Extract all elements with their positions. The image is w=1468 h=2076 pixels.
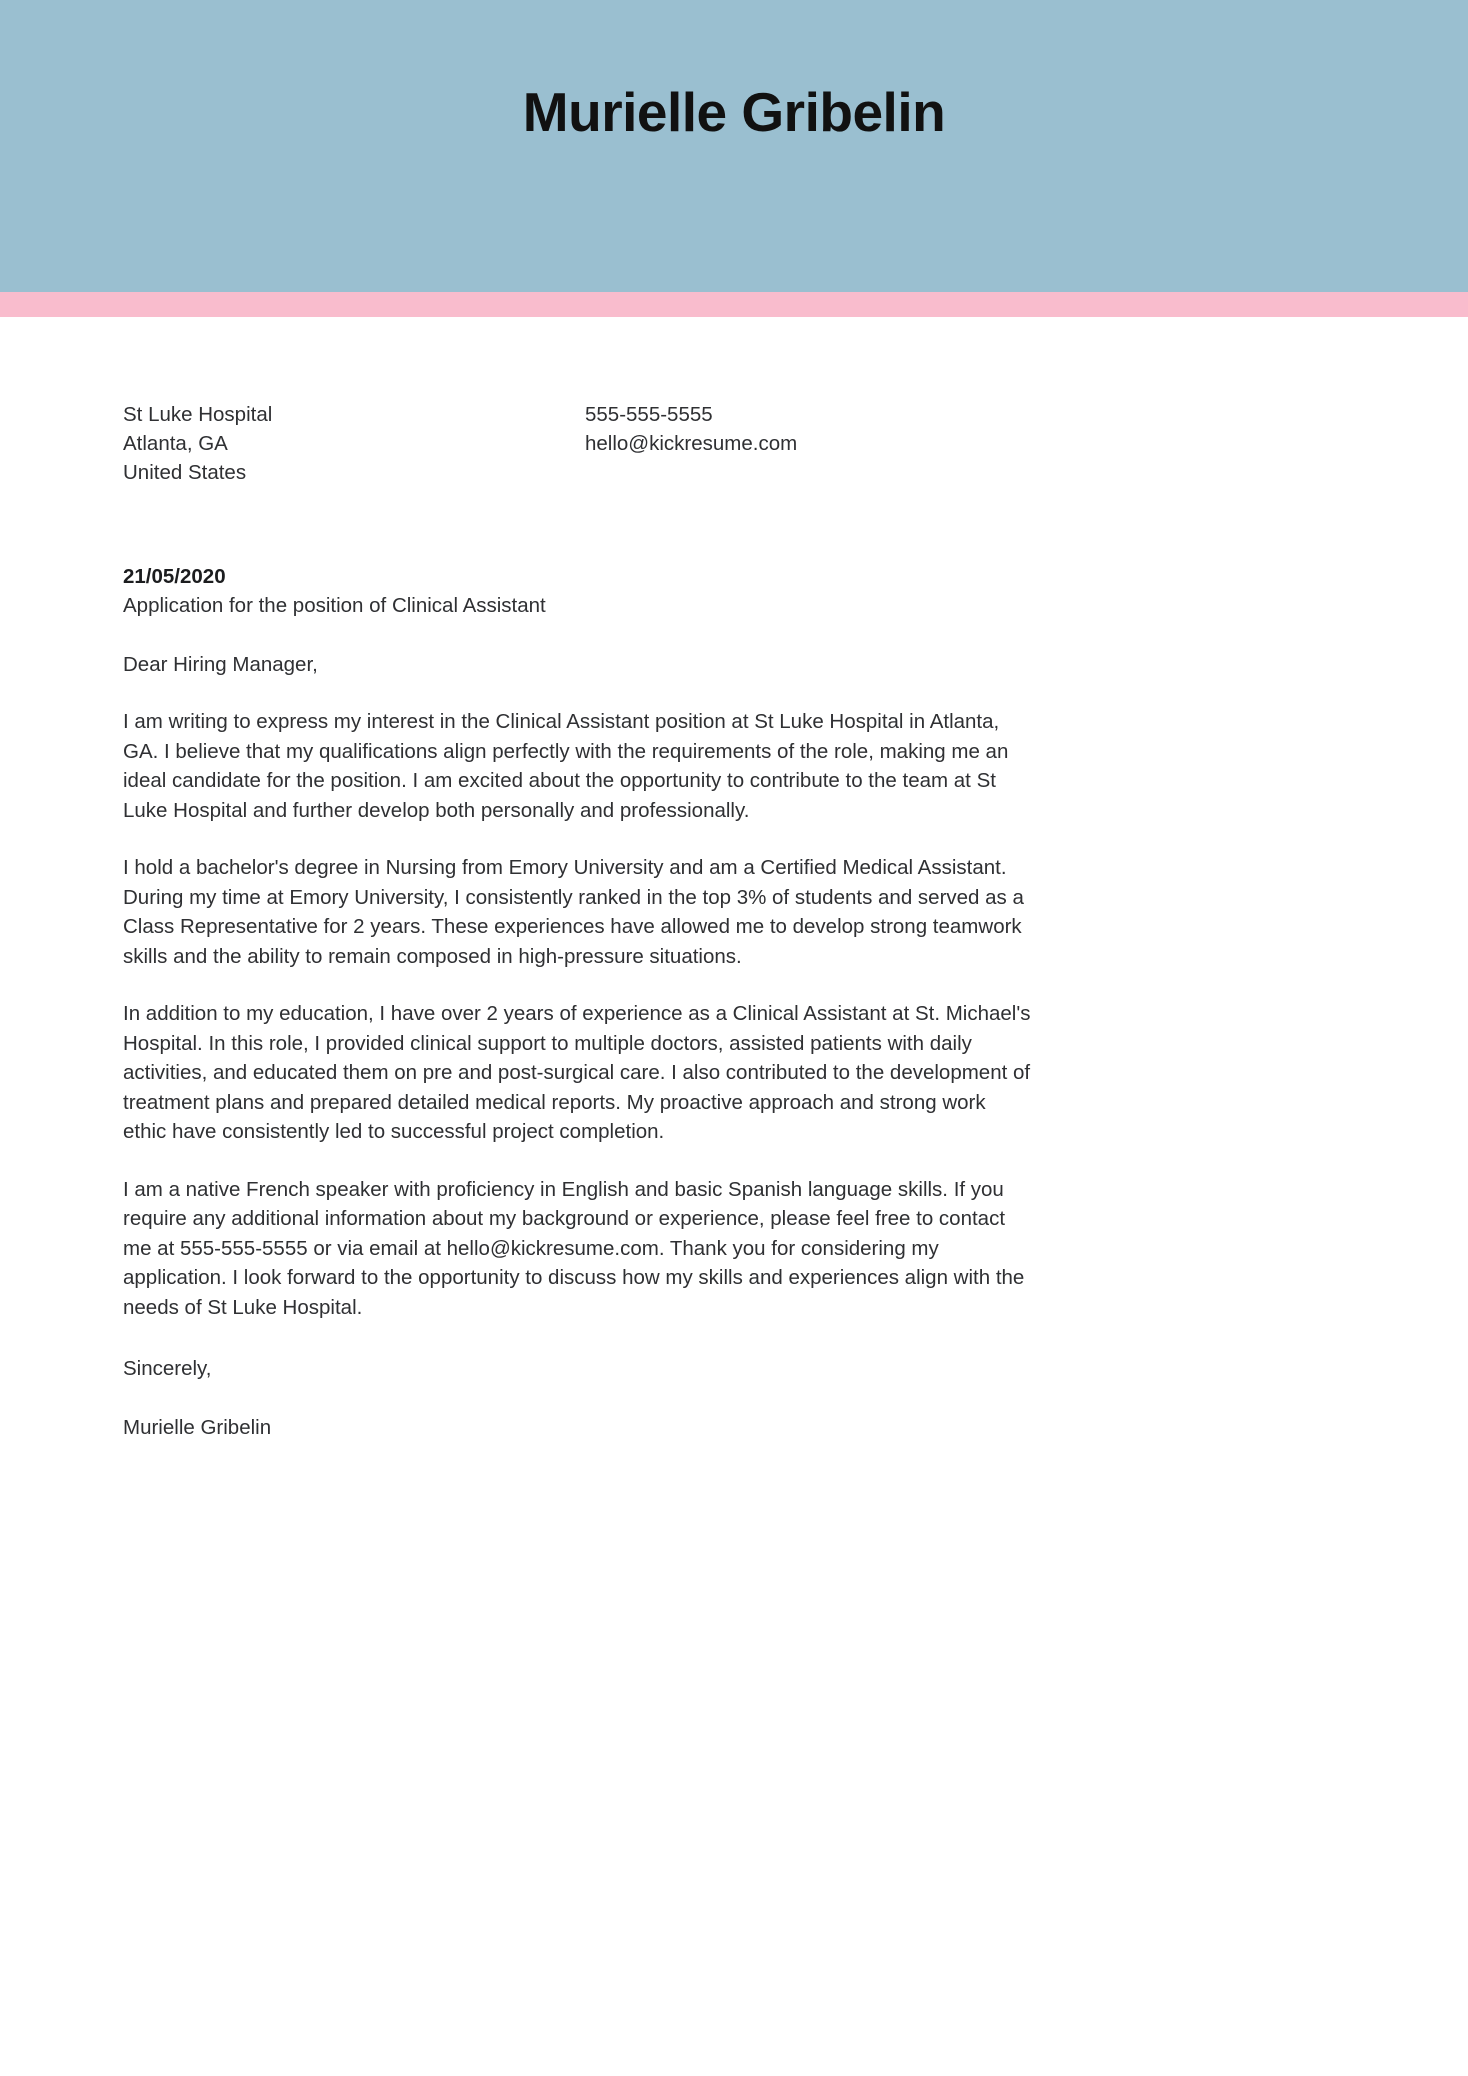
letter-paragraph: I am writing to express my interest in the Clinical Assistant position at St Luke Hospital in Atlanta, GA. I believe that my qualifications align perfectly with the requirements of the role, making me an ideal candidate for the position. I am excited about the opportunity to contribute to the team at St Luke Hospital and further develop both personally and professionally. — [123, 710, 1009, 822]
letter-closing: Sincerely, — [123, 1357, 212, 1380]
letter-date: 21/05/2020 — [123, 565, 226, 588]
sender-email[interactable]: hello@kickresume.com — [585, 432, 798, 455]
letter-meta-block — [123, 562, 1348, 620]
contact-block — [123, 400, 1348, 487]
letter-salutation: Dear Hiring Manager, — [123, 653, 318, 676]
letter-content — [123, 400, 1348, 1442]
letter-paragraph: In addition to my education, I have over 2 years of experience as a Clinical Assistant at St. Michael's Hospital. In this role, I provided clinical support to multiple doctors, assisted patients with daily activities, and educated them on pre and post-surgical care. I also contributed to the development of treatment plans and prepared detailed medical reports. My proactive approach and strong work ethic have consistently led to successful project completion. — [123, 1002, 1031, 1143]
letter-paragraph: I am a native French speaker with proficiency in English and basic Spanish language skills. If you require any additional information about my background or experience, please feel free to contact me at 555-555-5555 or via email at hello@kickresume.com. Thank you for considering my application. I look forward to the opportunity to discuss how my skills and experiences align with the needs of St Luke Hospital. — [123, 1177, 1025, 1319]
recipient-address-column — [123, 400, 585, 487]
recipient-city-state: Atlanta, GA — [123, 432, 228, 455]
letter-signature: Murielle Gribelin — [123, 1416, 272, 1439]
sender-contact-column — [585, 400, 1085, 487]
recipient-company: St Luke Hospital — [123, 403, 273, 426]
header-band — [0, 0, 1468, 292]
letter-paragraph: I hold a bachelor's degree in Nursing from Emory University and am a Certified Medical Assistant. During my time at Emory University, I consistently ranked in the top 3% of students and served as a Class Representative for 2 years. These experiences have allowed me to develop strong teamwork skills and the ability to remain composed in high-pressure situations. — [123, 856, 1024, 968]
sender-phone[interactable]: 555-555-5555 — [585, 403, 713, 426]
accent-stripe — [0, 292, 1468, 317]
page-title: Murielle Gribelin — [522, 80, 946, 143]
recipient-country: United States — [123, 461, 247, 484]
letter-subject: Application for the position of Clinical Assistant — [123, 594, 546, 617]
letter-body — [123, 707, 1031, 1322]
